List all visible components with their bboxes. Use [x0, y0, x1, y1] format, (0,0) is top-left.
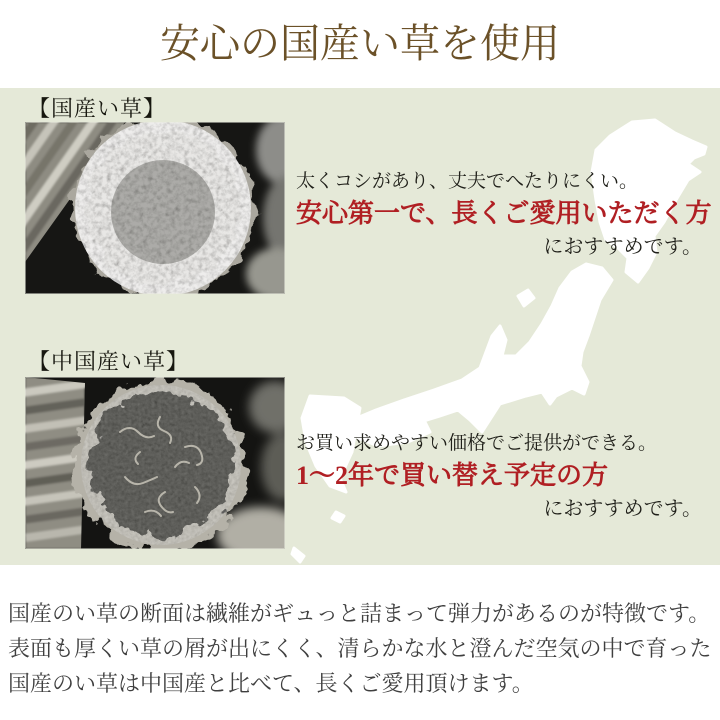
chinese-desc-line: お買い求めやすい価格でご提供ができる。 [296, 433, 658, 454]
page-title: 安心の国産い草を使用 [160, 21, 560, 66]
domestic-desc-line: 太くコシがあり、丈夫でへたりにくい。 [296, 171, 639, 192]
footer-line-3: 国産のい草は中国産と比べて、長くご愛用頂けます。 [8, 671, 534, 696]
domestic-suffix-line: におすすめです。 [543, 236, 702, 258]
chinese-igusa-cross-section-photo [25, 377, 285, 549]
footer-line-1: 国産のい草の断面は繊維がギュっと詰まって弾力があるのが特徴です。 [8, 601, 711, 626]
domestic-highlight-line: 安心第一で、長くご愛用いただく方 [296, 199, 712, 228]
chinese-igusa-text-block [296, 430, 702, 523]
domestic-igusa-label: 【国産い草】 [28, 96, 167, 121]
domestic-igusa-cross-section-photo [25, 122, 285, 294]
footer-line-2: 表面も厚くい草の屑が出にくく、清らかな水と澄んだ空気の中で育った [8, 636, 712, 661]
chinese-highlight-line: 1～2年で買い替え予定の方 [296, 461, 609, 490]
domestic-igusa-text-block [296, 168, 712, 261]
chinese-suffix-line: におすすめです。 [543, 498, 702, 520]
comparison-section [0, 88, 720, 565]
chinese-igusa-label: 【中国産い草】 [28, 349, 190, 374]
footer-description [0, 565, 720, 701]
